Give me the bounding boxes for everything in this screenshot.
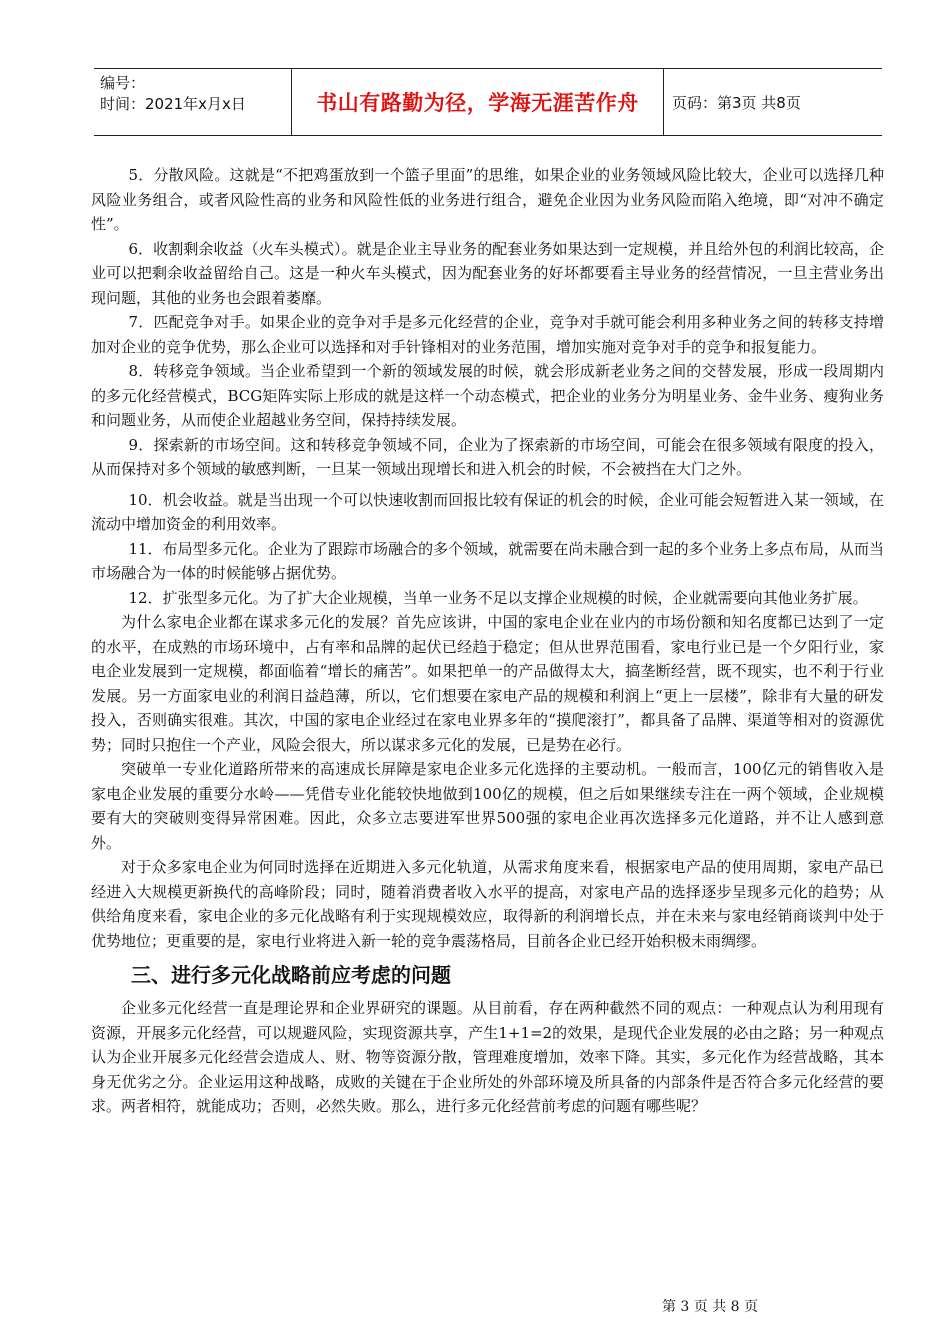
section-paragraph: 企业多元化经营一直是理论界和企业界研究的课题。从目前看，存在两种截然不同的观点：一种观点认为利用现有资源，开展多元化经营，可以规避风险，实现资源共享，产生1+1=2的效果，是现代企业发展的必由之路；另一种观点认为企业开展多元化经营会造成人、财、物等资源分散，管理难度增加，效率下降。其实，多元化作为经营战略，其本身无优劣之分。企业运用这种战略，成败的关键在于企业所处的外部环境及所具备的内部条件是否符合多元化经营的要求。两者相符，就能成功；否则，必然失败。那么，进行多元化经营前考虑的问题有哪些呢？ — [91, 999, 884, 1115]
header-page-info: 页码：第3页 共8页 — [672, 93, 801, 112]
list-paragraph-9: 9．探索新的市场空间。这和转移竞争领域不同，企业为了探索新的市场空间，可能会在很多领域有限度的投入，从而保持对多个领域的敏感判断，一旦某一领域出现增长和进入机会的时候，不会被挡在大门之外。 — [91, 435, 884, 478]
body-paragraph-motive: 突破单一专业化道路所带来的高速成长屏障是家电企业多元化选择的主要动机。一般而言，100亿元的销售收入是家电企业发展的重要分水岭——凭借专业化能较快地做到100亿的规模，但之后如果继续专注在一两个领域，企业规模要有大的突破则变得异常困难。因此，众多立志要进军世界500强的家电企业再次选择多元化道路，并不让人感到意外。 — [91, 760, 884, 852]
list-paragraph-7: 7．匹配竞争对手。如果企业的竞争对手是多元化经营的企业，竞争对手就可能会利用多种业务之间的转移支持增加对企业的竞争优势，那么企业可以选择和对手针锋相对的业务范围，增加实施对竞争对手的竞争和报复能力。 — [91, 313, 884, 356]
body-paragraph-timing: 对于众多家电企业为何同时选择在近期进入多元化轨道，从需求角度来看，根据家电产品的使用周期，家电产品已经进入大规模更新换代的高峰阶段；同时，随着消费者收入水平的提高，对家电产品的选择逐步呈现多元化的趋势；从供给角度来看，家电企业的多元化战略有利于实现规模效应，取得新的利润增长点，并在未来与家电经销商谈判中处于优势地位；更重要的是，家电行业将进入新一轮的竞争震荡格局，目前各企业已经开始积极未雨绸缪。 — [91, 858, 884, 950]
header-meta — [94, 69, 292, 135]
list-paragraph-12: 12．扩张型多元化。为了扩大企业规模，当单一业务不足以支撑企业规模的时候，企业就需要向其他业务扩展。 — [128, 588, 868, 607]
header-code-label: 编号： — [100, 74, 146, 92]
list-paragraph-11: 11．布局型多元化。企业为了跟踪市场融合的多个领域，就需要在尚未融合到一起的多个业务上多点布局，从而当市场融合为一体的时候能够占据优势。 — [91, 539, 884, 582]
list-paragraph-5: 5．分散风险。这就是“不把鸡蛋放到一个篮子里面”的思维，如果企业的业务领域风险比较大，企业可以选择几种风险业务组合，或者风险性高的业务和风险性低的业务进行组合，避免企业因为业务风险而陷入绝境，即“对冲不确定性”。 — [91, 166, 884, 233]
document-body — [91, 163, 884, 1119]
header-time-label: 时间：2021年x月x日 — [100, 95, 246, 113]
list-paragraph-6: 6．收割剩余收益（火车头模式）。就是企业主导业务的配套业务如果达到一定规模，并且给外包的利润比较高，企业可以把剩余收益留给自己。这是一种火车头模式，因为配套业务的好坏都要看主导业务的经营情况，一旦主营业务出现问题，其他的业务也会跟着萎靡。 — [91, 239, 884, 307]
header-motto: 书山有路勤为径，学海无涯苦作舟 — [292, 69, 664, 135]
page-footer: 第 3 页 共 8 页 — [661, 1299, 759, 1315]
section-heading: 三、进行多元化战略前应考虑的问题 — [131, 963, 451, 987]
list-paragraph-10: 10．机会收益。就是当出现一个可以快速收割而回报比较有保证的机会的时候，企业可能会短暂进入某一领域，在流动中增加资金的利用效率。 — [91, 490, 884, 533]
body-paragraph-why: 为什么家电企业都在谋求多元化的发展？首先应该讲，中国的家电企业在业内的市场份额和知名度都已达到了一定的水平，在成熟的市场环境中，占有率和品牌的起伏已经趋于稳定；但从世界范围看，家电行业已是一个夕阳行业，家电企业发展到一定规模，都面临着“增长的痛苦”。如果把单一的产品做得太大，搞垄断经营，既不现实，也不利于行业发展。另一方面家电业的利润日益趋薄，所以，它们想要在家电产品的规模和利润上“更上一层楼”，除非有大量的研发投入，否则确实很难。其次，中国的家电企业经过在家电业界多年的“摸爬滚打”，都具备了品牌、渠道等相对的资源优势；同时只抱住一个产业，风险会很大，所以谋求多元化的发展，已是势在必行。 — [91, 613, 884, 754]
list-paragraph-8: 8．转移竞争领域。当企业希望到一个新的领域发展的时候，就会形成新老业务之间的交替发展，形成一段周期内的多元化经营模式，BCG矩阵实际上形成的就是这样一个动态模式，把企业的业务分为明星业务、金牛业务、瘦狗业务和问题业务，从而使企业超越业务空间，保持持续发展。 — [91, 362, 884, 429]
page-header — [94, 68, 882, 136]
